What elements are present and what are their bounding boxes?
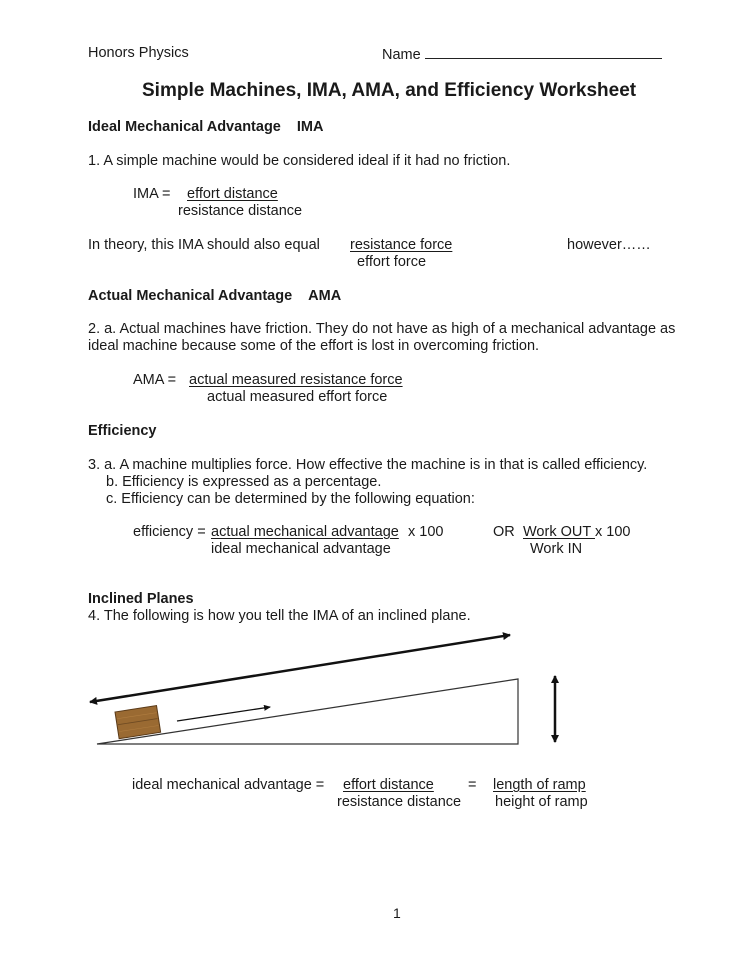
theory-text: In theory, this IMA should also equal <box>88 237 320 253</box>
efficiency-times: x 100 <box>408 524 444 540</box>
item-3b: b. Efficiency is expressed as a percentage. <box>106 474 382 490</box>
name-label: Name <box>382 47 421 63</box>
course-name: Honors Physics <box>88 45 189 61</box>
inclined-planes-heading: Inclined Planes <box>88 591 194 607</box>
item-2-line1: 2. a. Actual machines have friction. They do not have as high of a mechanical advantage as <box>88 321 676 337</box>
or-label: OR <box>493 524 515 540</box>
ama-formula-label: AMA = <box>133 372 177 388</box>
item-3c: c. Efficiency can be determined by the following equation: <box>106 491 475 507</box>
efficiency-formula-label: efficiency = <box>133 524 206 540</box>
ima-denominator: resistance distance <box>178 203 303 219</box>
ima-numerator: effort distance <box>187 186 278 202</box>
ima-heading: Ideal Mechanical Advantage IMA <box>88 119 324 135</box>
theory-denominator: effort force <box>357 254 427 270</box>
page-number: 1 <box>393 905 401 921</box>
ama-denominator: actual measured effort force <box>207 389 388 405</box>
however-text: however…… <box>567 237 651 253</box>
inclined-formula-label: ideal mechanical advantage = <box>132 777 325 793</box>
ama-numerator: actual measured resistance force <box>189 372 403 388</box>
page-title: Simple Machines, IMA, AMA, and Efficiency Worksheet <box>142 80 637 101</box>
item-1-text: 1. A simple machine would be considered ideal if it had no friction. <box>88 153 511 169</box>
length-of-ramp: length of ramp <box>493 777 586 793</box>
height-of-ramp: height of ramp <box>495 794 588 810</box>
efficiency-heading: Efficiency <box>88 423 157 439</box>
wooden-box-icon <box>115 706 161 739</box>
efficiency-denominator: ideal mechanical advantage <box>211 541 391 557</box>
ima-formula-label: IMA = <box>133 186 171 202</box>
efficiency-numerator: actual mechanical advantage <box>211 524 399 540</box>
work-out-numerator: Work OUT <box>523 524 595 540</box>
item-2-line2: ideal machine because some of the effort is lost in overcoming friction. <box>88 338 540 354</box>
item-4: 4. The following is how you tell the IMA of an inclined plane. <box>88 608 471 624</box>
inclined-equals: = <box>468 777 477 793</box>
inclined-denominator: resistance distance <box>337 794 462 810</box>
inclined-numerator: effort distance <box>343 777 434 793</box>
ama-heading: Actual Mechanical Advantage AMA <box>88 288 342 304</box>
theory-numerator: resistance force <box>350 237 453 253</box>
item-3a: 3. a. A machine multiplies force. How effective the machine is in that is called efficiency. <box>88 457 648 473</box>
work-times: x 100 <box>595 524 631 540</box>
ramp-triangle <box>97 679 518 744</box>
work-in-denominator: Work IN <box>530 541 583 557</box>
